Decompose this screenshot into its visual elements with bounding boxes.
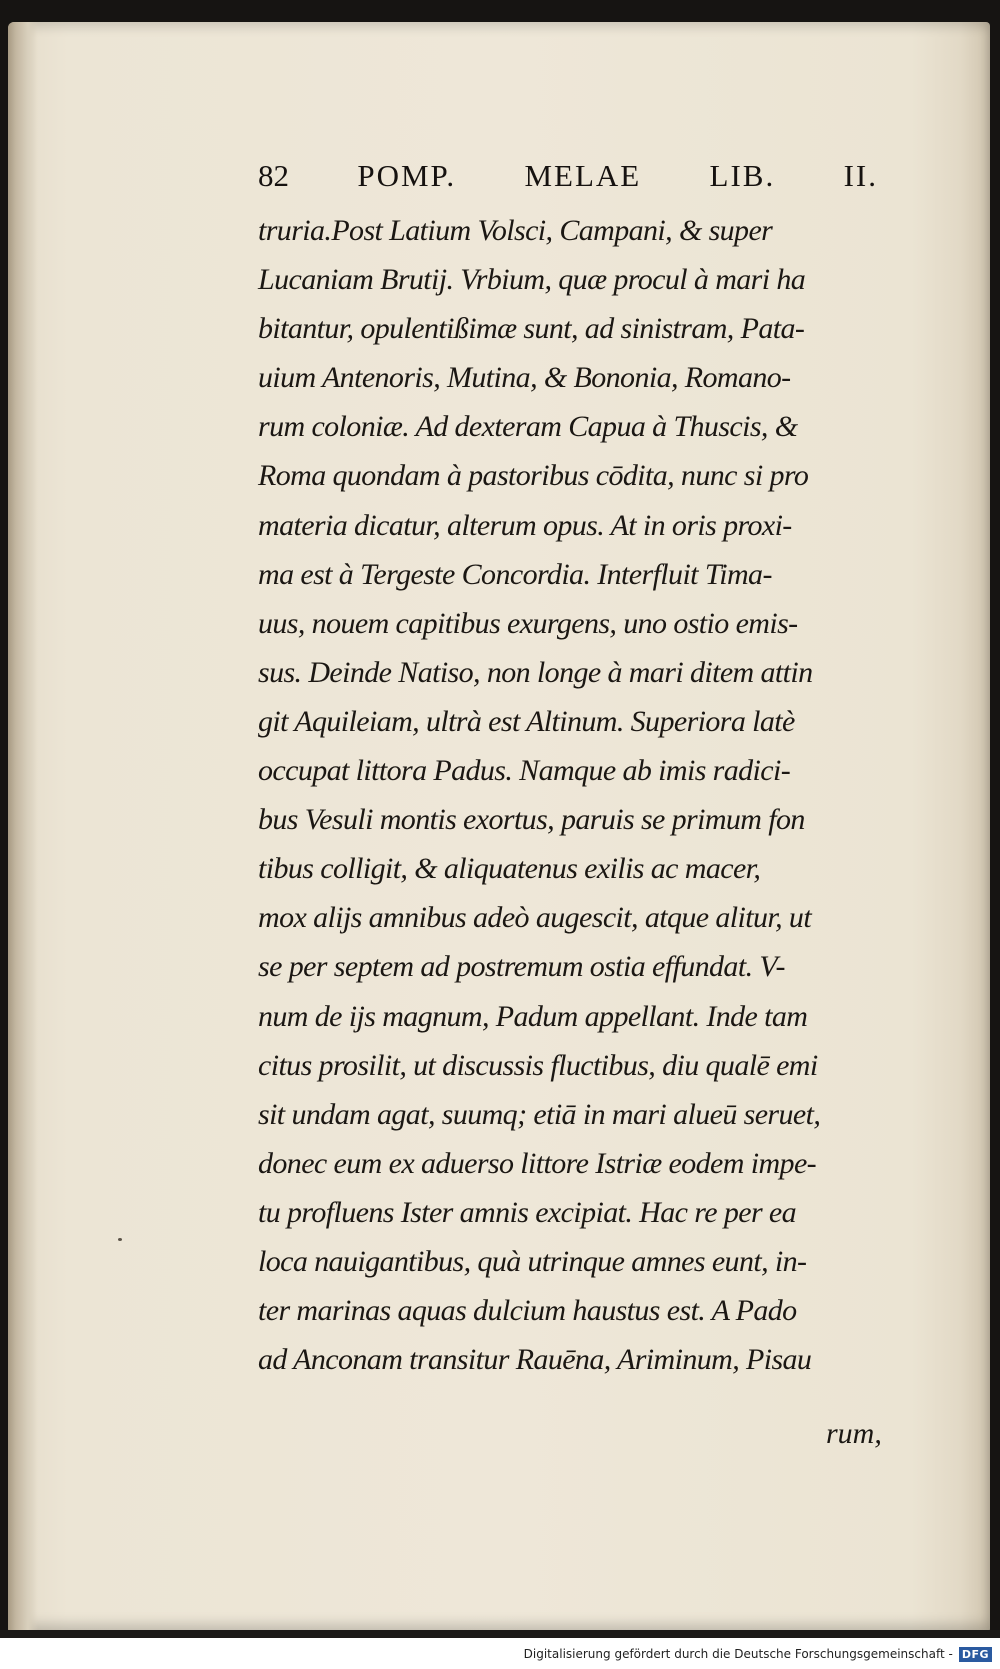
text-line: bus Vesuli montis exortus, paruis se primum fon: [258, 803, 805, 837]
catchword: rum,: [826, 1417, 882, 1450]
text-line: bitantur, opulentißimæ sunt, ad sinistram, Pata-: [258, 312, 805, 346]
text-line: tibus colligit, & aliquatenus exilis ac macer,: [258, 852, 761, 886]
text-line: tu profluens Ister amnis excipiat. Hac re per ea: [258, 1195, 797, 1229]
digitization-footer: [524, 1643, 992, 1665]
page-gutter-edge: [8, 22, 38, 1632]
running-head-name: MELAE: [524, 158, 642, 193]
text-line: Roma quondam à pastoribus cōdita, nunc si pro: [258, 459, 809, 493]
text-line: git Aquileiam, ultrà est Altinum. Superiora latè: [258, 704, 795, 738]
text-line: truria.Post Latium Volsci, Campani, & super: [258, 214, 773, 247]
text-line: se per septem ad postremum ostia effundat. V-: [258, 950, 785, 984]
text-line: loca nauigantibus, quà utrinque amnes eunt, in-: [258, 1244, 807, 1278]
text-line: mox alijs amnibus adeò augescit, atque alitur, ut: [258, 901, 812, 935]
paper-speck: [118, 1238, 122, 1241]
running-head-book: LIB.: [709, 158, 776, 193]
text-line: occupat littora Padus. Namque ab imis radici-: [258, 754, 791, 788]
text-line: sus. Deinde Natiso, non longe à mari ditem attin: [258, 655, 813, 689]
text-line: rum coloniæ. Ad dexteram Capua à Thuscis, &: [258, 410, 798, 444]
body-text: [258, 206, 948, 1384]
text-line: citus prosilit, ut discussis fluctibus, diu qualē emi: [258, 1048, 818, 1082]
page-number: 82: [258, 158, 289, 193]
text-line: donec eum ex aduerso littore Istriæ eodem impe-: [258, 1146, 817, 1180]
running-head-author: POMP.: [357, 158, 457, 193]
text-block: [258, 158, 948, 1384]
text-line: materia dicatur, alterum opus. At in oris proxi-: [258, 508, 792, 542]
running-head: [258, 158, 878, 206]
text-line: sit undam agat, suumq; etiā in mari alueū seruet,: [258, 1097, 821, 1131]
running-head-book-number: II.: [843, 158, 878, 193]
text-line: uium Antenoris, Mutina, & Bononia, Romano-: [258, 361, 791, 395]
text-line: ad Anconam transitur Rauēna, Ariminum, Pisau: [258, 1343, 812, 1377]
footer-credit-text: Digitalisierung gefördert durch die Deutsche Forschungsgemeinschaft -: [523, 1647, 953, 1661]
text-line: ter marinas aquas dulcium haustus est. A Pado: [258, 1294, 797, 1328]
dfg-logo: DFG: [959, 1647, 992, 1662]
text-line: Lucaniam Brutij. Vrbium, quæ procul à mari ha: [258, 263, 806, 297]
text-line: ma est à Tergeste Concordia. Interfluit Tima-: [258, 557, 772, 591]
scan-bottom-band: [0, 1630, 1000, 1638]
text-line: uus, nouem capitibus exurgens, uno ostio emis-: [258, 606, 798, 640]
text-line: num de ijs magnum, Padum appellant. Inde tam: [258, 999, 808, 1033]
